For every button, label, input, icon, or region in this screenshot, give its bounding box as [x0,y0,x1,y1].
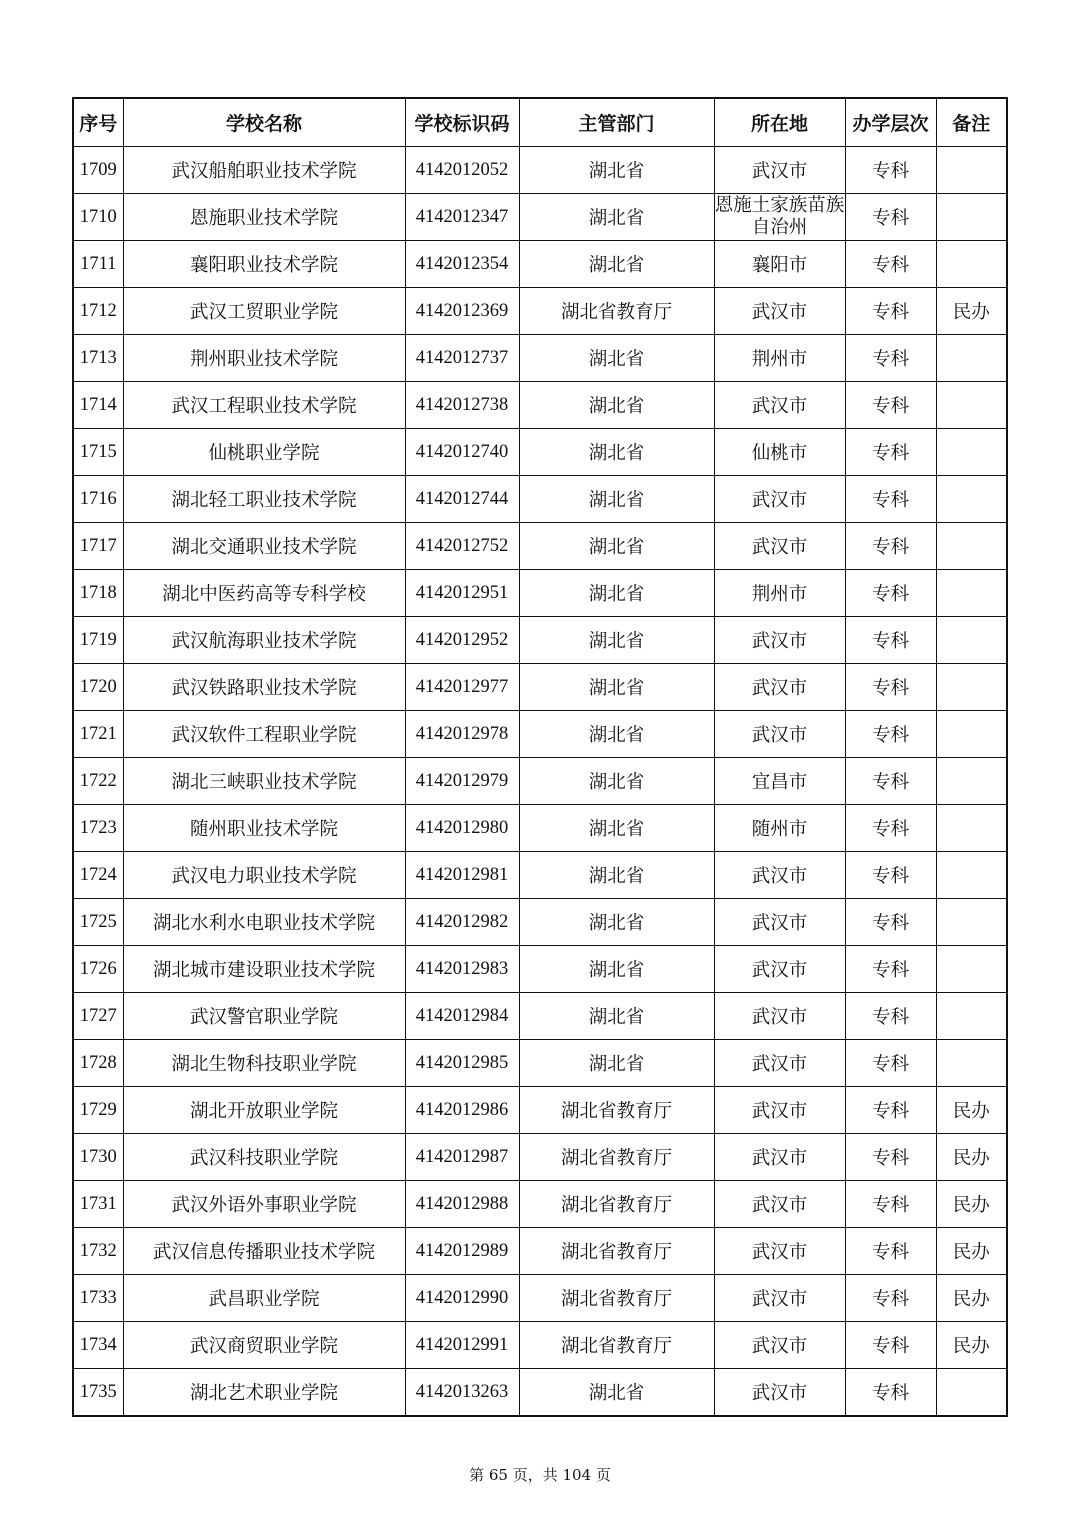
cell-department: 湖北省 [519,993,714,1040]
cell-location: 恩施土家族苗族自治州 [714,194,845,241]
header-note: 备注 [936,98,1007,147]
cell-note: 民办 [936,1181,1007,1228]
cell-seq: 1729 [73,1087,123,1134]
cell-level: 专科 [845,1275,936,1322]
table-row [73,1369,1007,1417]
table-row [73,852,1007,899]
cell-department: 湖北省 [519,570,714,617]
school-list-table [72,97,1008,1417]
cell-seq: 1717 [73,523,123,570]
cell-level: 专科 [845,899,936,946]
cell-seq: 1723 [73,805,123,852]
cell-school-name: 武昌职业学院 [123,1275,405,1322]
cell-level: 专科 [845,194,936,241]
cell-location: 武汉市 [714,476,845,523]
cell-note [936,147,1007,194]
cell-note: 民办 [936,1228,1007,1275]
cell-school-name: 随州职业技术学院 [123,805,405,852]
cell-seq: 1727 [73,993,123,1040]
cell-note [936,382,1007,429]
page-footer: 第 65 页，共 104 页 [469,1466,611,1484]
cell-note [936,758,1007,805]
header-department: 主管部门 [519,98,714,147]
cell-level: 专科 [845,1322,936,1369]
cell-school-name: 湖北三峡职业技术学院 [123,758,405,805]
cell-school-name: 武汉铁路职业技术学院 [123,664,405,711]
cell-school-code: 4142012984 [405,993,519,1040]
table-row [73,570,1007,617]
cell-level: 专科 [845,1181,936,1228]
cell-school-name: 武汉工程职业技术学院 [123,382,405,429]
table-body [73,147,1007,1417]
table-row [73,147,1007,194]
cell-department: 湖北省教育厅 [519,1275,714,1322]
cell-location: 武汉市 [714,899,845,946]
cell-school-code: 4142012990 [405,1275,519,1322]
cell-level: 专科 [845,946,936,993]
cell-note [936,429,1007,476]
cell-seq: 1713 [73,335,123,382]
cell-seq: 1721 [73,711,123,758]
table-row [73,1322,1007,1369]
cell-school-code: 4142012052 [405,147,519,194]
cell-location: 武汉市 [714,288,845,335]
cell-school-code: 4142012740 [405,429,519,476]
cell-location: 武汉市 [714,993,845,1040]
cell-location: 武汉市 [714,523,845,570]
cell-department: 湖北省教育厅 [519,1134,714,1181]
cell-school-code: 4142013263 [405,1369,519,1417]
cell-school-name: 武汉警官职业学院 [123,993,405,1040]
cell-note [936,946,1007,993]
header-level: 办学层次 [845,98,936,147]
cell-location: 武汉市 [714,1369,845,1417]
cell-level: 专科 [845,617,936,664]
table-row [73,899,1007,946]
cell-school-code: 4142012982 [405,899,519,946]
cell-seq: 1709 [73,147,123,194]
cell-school-name: 湖北中医药高等专科学校 [123,570,405,617]
cell-level: 专科 [845,758,936,805]
cell-school-code: 4142012987 [405,1134,519,1181]
table-row [73,664,1007,711]
cell-school-code: 4142012737 [405,335,519,382]
cell-note [936,852,1007,899]
header-row [73,98,1007,147]
cell-seq: 1731 [73,1181,123,1228]
cell-school-name: 武汉外语外事职业学院 [123,1181,405,1228]
cell-seq: 1712 [73,288,123,335]
cell-seq: 1735 [73,1369,123,1417]
table-row [73,288,1007,335]
cell-school-code: 4142012988 [405,1181,519,1228]
cell-level: 专科 [845,1134,936,1181]
cell-school-code: 4142012980 [405,805,519,852]
cell-school-code: 4142012354 [405,241,519,288]
cell-school-name: 武汉工贸职业学院 [123,288,405,335]
cell-location: 随州市 [714,805,845,852]
cell-school-code: 4142012752 [405,523,519,570]
cell-seq: 1719 [73,617,123,664]
cell-seq: 1715 [73,429,123,476]
table-row [73,1228,1007,1275]
cell-location: 武汉市 [714,382,845,429]
cell-level: 专科 [845,993,936,1040]
cell-seq: 1711 [73,241,123,288]
cell-school-code: 4142012369 [405,288,519,335]
cell-note [936,1369,1007,1417]
cell-school-name: 湖北轻工职业技术学院 [123,476,405,523]
cell-school-name: 湖北艺术职业学院 [123,1369,405,1417]
table-row [73,946,1007,993]
cell-seq: 1734 [73,1322,123,1369]
cell-department: 湖北省教育厅 [519,1181,714,1228]
cell-location: 武汉市 [714,1040,845,1087]
cell-department: 湖北省 [519,241,714,288]
cell-seq: 1722 [73,758,123,805]
cell-location: 武汉市 [714,711,845,758]
table-row [73,382,1007,429]
cell-level: 专科 [845,382,936,429]
cell-location: 荆州市 [714,335,845,382]
cell-school-code: 4142012985 [405,1040,519,1087]
cell-seq: 1733 [73,1275,123,1322]
cell-level: 专科 [845,570,936,617]
cell-school-name: 武汉科技职业学院 [123,1134,405,1181]
cell-department: 湖北省 [519,711,714,758]
cell-department: 湖北省 [519,1040,714,1087]
cell-level: 专科 [845,1369,936,1417]
cell-note: 民办 [936,1087,1007,1134]
cell-department: 湖北省 [519,758,714,805]
table-row [73,1134,1007,1181]
cell-level: 专科 [845,805,936,852]
cell-school-name: 武汉商贸职业学院 [123,1322,405,1369]
table-row [73,711,1007,758]
table-row [73,335,1007,382]
cell-department: 湖北省 [519,946,714,993]
cell-level: 专科 [845,335,936,382]
cell-note [936,899,1007,946]
cell-note [936,476,1007,523]
header-school-name: 学校名称 [123,98,405,147]
cell-department: 湖北省 [519,523,714,570]
cell-seq: 1728 [73,1040,123,1087]
cell-school-code: 4142012978 [405,711,519,758]
cell-school-code: 4142012989 [405,1228,519,1275]
cell-school-code: 4142012951 [405,570,519,617]
cell-school-code: 4142012952 [405,617,519,664]
cell-school-name: 恩施职业技术学院 [123,194,405,241]
cell-level: 专科 [845,429,936,476]
table-row [73,993,1007,1040]
cell-note: 民办 [936,1322,1007,1369]
table-row [73,1040,1007,1087]
cell-level: 专科 [845,147,936,194]
cell-seq: 1732 [73,1228,123,1275]
cell-department: 湖北省教育厅 [519,1322,714,1369]
cell-seq: 1725 [73,899,123,946]
cell-department: 湖北省 [519,147,714,194]
cell-level: 专科 [845,1087,936,1134]
cell-school-code: 4142012983 [405,946,519,993]
cell-location: 武汉市 [714,946,845,993]
cell-level: 专科 [845,852,936,899]
cell-note [936,1040,1007,1087]
cell-level: 专科 [845,711,936,758]
cell-note [936,993,1007,1040]
cell-school-code: 4142012979 [405,758,519,805]
cell-note: 民办 [936,288,1007,335]
cell-note [936,335,1007,382]
cell-department: 湖北省 [519,476,714,523]
cell-location: 荆州市 [714,570,845,617]
cell-level: 专科 [845,1040,936,1087]
cell-note [936,523,1007,570]
cell-note [936,805,1007,852]
cell-department: 湖北省 [519,429,714,476]
cell-school-code: 4142012738 [405,382,519,429]
cell-location: 武汉市 [714,1275,845,1322]
cell-school-name: 荆州职业技术学院 [123,335,405,382]
cell-department: 湖北省教育厅 [519,1087,714,1134]
cell-department: 湖北省 [519,899,714,946]
table-row [73,476,1007,523]
cell-location: 武汉市 [714,617,845,664]
table-row [73,1087,1007,1134]
cell-seq: 1716 [73,476,123,523]
cell-school-code: 4142012977 [405,664,519,711]
table-row [73,805,1007,852]
cell-location: 襄阳市 [714,241,845,288]
cell-department: 湖北省 [519,335,714,382]
cell-location: 武汉市 [714,147,845,194]
cell-school-name: 武汉信息传播职业技术学院 [123,1228,405,1275]
cell-note [936,194,1007,241]
cell-location: 武汉市 [714,852,845,899]
cell-seq: 1718 [73,570,123,617]
table-row [73,523,1007,570]
cell-department: 湖北省 [519,617,714,664]
cell-department: 湖北省 [519,805,714,852]
cell-department: 湖北省 [519,194,714,241]
cell-location: 武汉市 [714,1322,845,1369]
cell-seq: 1714 [73,382,123,429]
table-row [73,241,1007,288]
cell-location: 武汉市 [714,1181,845,1228]
cell-school-name: 武汉电力职业技术学院 [123,852,405,899]
cell-school-name: 武汉航海职业技术学院 [123,617,405,664]
cell-school-code: 4142012744 [405,476,519,523]
table-header [73,98,1007,147]
cell-note [936,711,1007,758]
cell-level: 专科 [845,523,936,570]
cell-seq: 1726 [73,946,123,993]
table-row [73,429,1007,476]
cell-school-name: 武汉船舶职业技术学院 [123,147,405,194]
cell-school-code: 4142012986 [405,1087,519,1134]
cell-note: 民办 [936,1275,1007,1322]
header-seq: 序号 [73,98,123,147]
cell-location: 宜昌市 [714,758,845,805]
cell-department: 湖北省 [519,852,714,899]
cell-seq: 1710 [73,194,123,241]
cell-school-name: 湖北开放职业学院 [123,1087,405,1134]
cell-seq: 1730 [73,1134,123,1181]
cell-school-name: 仙桃职业学院 [123,429,405,476]
cell-school-name: 武汉软件工程职业学院 [123,711,405,758]
cell-school-name: 湖北水利水电职业技术学院 [123,899,405,946]
cell-school-code: 4142012981 [405,852,519,899]
cell-level: 专科 [845,288,936,335]
cell-level: 专科 [845,476,936,523]
cell-department: 湖北省 [519,382,714,429]
cell-department: 湖北省 [519,1369,714,1417]
cell-seq: 1724 [73,852,123,899]
cell-location: 武汉市 [714,664,845,711]
cell-school-code: 4142012347 [405,194,519,241]
cell-department: 湖北省教育厅 [519,288,714,335]
cell-location: 武汉市 [714,1087,845,1134]
table-row [73,1275,1007,1322]
cell-note: 民办 [936,1134,1007,1181]
cell-school-name: 湖北生物科技职业学院 [123,1040,405,1087]
cell-location: 武汉市 [714,1228,845,1275]
cell-school-name: 湖北交通职业技术学院 [123,523,405,570]
cell-note [936,664,1007,711]
header-location: 所在地 [714,98,845,147]
cell-level: 专科 [845,664,936,711]
table-row [73,758,1007,805]
cell-school-name: 湖北城市建设职业技术学院 [123,946,405,993]
cell-note [936,570,1007,617]
cell-note [936,617,1007,664]
table-row [73,617,1007,664]
cell-note [936,241,1007,288]
cell-school-name: 襄阳职业技术学院 [123,241,405,288]
cell-department: 湖北省教育厅 [519,1228,714,1275]
cell-seq: 1720 [73,664,123,711]
cell-location: 武汉市 [714,1134,845,1181]
cell-level: 专科 [845,241,936,288]
cell-location: 仙桃市 [714,429,845,476]
cell-department: 湖北省 [519,664,714,711]
cell-school-code: 4142012991 [405,1322,519,1369]
table-row [73,194,1007,241]
cell-level: 专科 [845,1228,936,1275]
table-row [73,1181,1007,1228]
header-school-code: 学校标识码 [405,98,519,147]
